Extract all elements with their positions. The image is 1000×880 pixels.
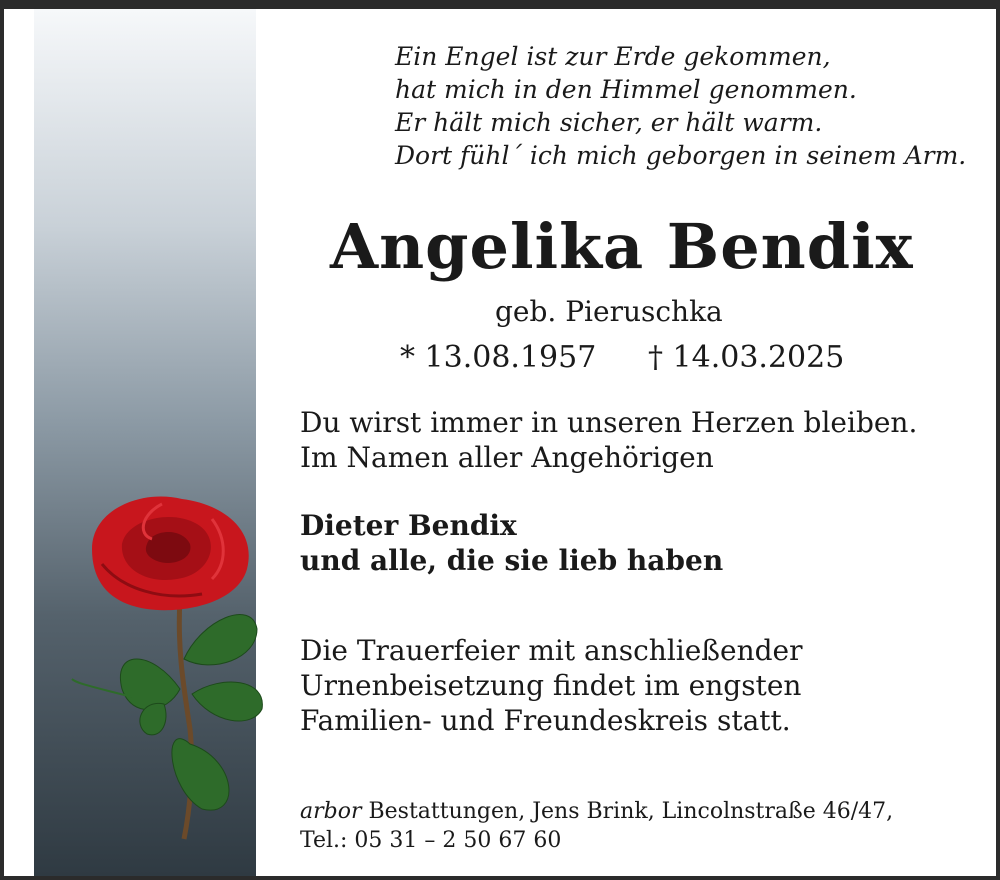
ceremony-line: Urnenbeisetzung findet im engsten [300, 669, 802, 702]
funeral-home-info [300, 797, 893, 855]
message-line: Du wirst immer in unseren Herzen bleiben. [300, 406, 918, 439]
ceremony-line: Die Trauerfeier mit anschließender [300, 634, 803, 667]
maiden-name: geb. Pieruschka [495, 295, 723, 328]
poem [395, 40, 985, 172]
funeral-home-address-text: Bestattungen, Jens Brink, Lincolnstraße 46/47, [361, 799, 894, 824]
message-line: Im Namen aller Angehörigen [300, 441, 714, 474]
gradient-side-panel [34, 9, 256, 876]
birth-date: * 13.08.1957 [400, 340, 597, 375]
death-date: † 14.03.2025 [648, 340, 845, 375]
mourner-line: Dieter Bendix [300, 509, 517, 542]
remembrance-message [300, 405, 917, 475]
poem-line: Er hält mich sicher, er hält warm. [395, 108, 823, 137]
poem-line: Dort fühl´ ich mich geborgen in seinem Arm. [395, 141, 967, 170]
ceremony-line: Familien- und Freundeskreis statt. [300, 704, 791, 737]
deceased-name: Angelika Bendix [330, 210, 914, 283]
funeral-home-brand: arbor [300, 799, 362, 824]
funeral-home-phone: Tel.: 05 31 – 2 50 67 60 [300, 828, 562, 853]
poem-line: Ein Engel ist zur Erde gekommen, [395, 42, 831, 71]
red-rose-icon [52, 489, 282, 849]
ceremony-notice [300, 633, 803, 738]
mourners [300, 508, 723, 578]
poem-line: hat mich in den Himmel genommen. [395, 75, 857, 104]
mourner-line: und alle, die sie lieb haben [300, 544, 724, 577]
funeral-home-address [300, 797, 893, 826]
